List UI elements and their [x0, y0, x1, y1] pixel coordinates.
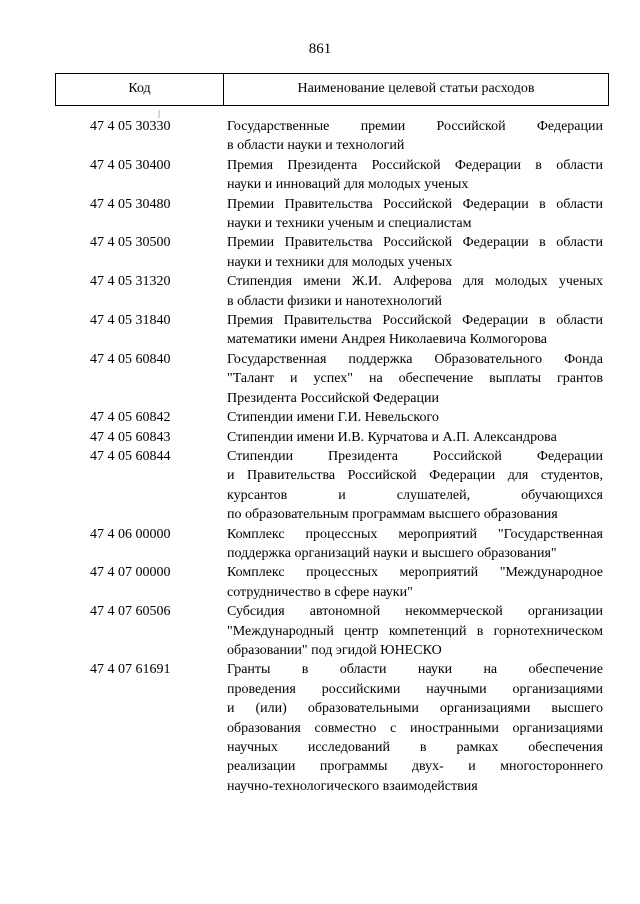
description-line: "Международный центр компетенций в горнотехническом — [227, 623, 603, 639]
row-code: 47 4 05 60842 — [90, 410, 171, 426]
row-description — [227, 195, 603, 234]
row-description — [227, 563, 603, 602]
row-code: 47 4 05 60840 — [90, 351, 171, 367]
description-line: Премия Правительства Российской Федерации в области — [227, 313, 603, 329]
row-code: 47 4 06 00000 — [90, 526, 171, 542]
description-line: научно-технологического взаимодействия — [227, 778, 478, 794]
row-code: 47 4 07 60506 — [90, 604, 171, 620]
row-description — [227, 660, 603, 796]
description-line: реализации программы двух- и многостороннего — [227, 759, 603, 775]
row-description — [227, 602, 603, 660]
row-description — [227, 525, 603, 564]
row-description — [227, 117, 603, 156]
table-row — [0, 447, 640, 525]
description-line: Государственная поддержка Образовательного Фонда — [227, 351, 603, 367]
row-description — [227, 272, 603, 311]
table-row — [0, 311, 640, 350]
header-code: Код — [128, 81, 151, 96]
row-description — [227, 311, 603, 350]
table-row — [0, 117, 640, 156]
description-line: Комплекс процессных мероприятий "Государственная — [227, 526, 603, 542]
table-row — [0, 350, 640, 408]
description-line: в области физики и нанотехнологий — [227, 293, 442, 309]
row-description — [227, 408, 603, 427]
row-code: 47 4 05 31840 — [90, 313, 171, 329]
row-description — [227, 350, 603, 408]
row-description — [227, 447, 603, 525]
row-code: 47 4 05 30400 — [90, 157, 171, 173]
row-code: 47 4 05 60843 — [90, 429, 171, 445]
row-description — [227, 233, 603, 272]
description-line: Государственные премии Российской Федерации — [227, 119, 603, 134]
row-code: 47 4 05 30480 — [90, 196, 171, 212]
description-line: математики имени Андрея Николаевича Колмогорова — [227, 332, 548, 348]
row-code: 47 4 05 30330 — [90, 119, 171, 134]
description-line: сотрудничество в сфере науки" — [227, 584, 413, 600]
table-row — [0, 525, 640, 564]
table-row — [0, 408, 640, 427]
description-line: Президента Российской Федерации — [227, 390, 439, 406]
description-line: проведения российскими научными организациями — [227, 681, 603, 697]
description-line: "Талант и успех" на обеспечение выплаты грантов — [227, 371, 603, 387]
table-row — [0, 272, 640, 311]
row-code: 47 4 05 30500 — [90, 235, 171, 251]
description-line: и Правительства Российской Федерации для студентов, — [227, 468, 603, 484]
description-line: Стипендия имени Ж.И. Алферова для молодых ученых — [227, 274, 603, 290]
description-line: Стипендии Президента Российской Федерации — [227, 448, 603, 464]
description-line: по образовательным программам высшего образования — [227, 507, 558, 523]
row-code: 47 4 05 60844 — [90, 448, 171, 464]
description-line: Премии Правительства Российской Федерации в области — [227, 196, 603, 212]
table-header — [55, 73, 609, 106]
header-name: Наименование целевой статьи расходов — [297, 81, 535, 96]
page-number: 861 — [308, 41, 332, 57]
row-description — [227, 156, 603, 195]
description-line: Гранты в области науки на обеспечение — [227, 662, 603, 678]
row-code: 47 4 07 00000 — [90, 565, 171, 581]
description-line: Стипендии имени Г.И. Невельского — [227, 410, 439, 426]
description-line: науки и инноваций для молодых ученых — [227, 177, 469, 193]
table-row — [0, 563, 640, 602]
description-line: и (или) образовательными организациями высшего — [227, 701, 603, 717]
description-line: поддержка организаций науки и высшего образования" — [227, 545, 557, 561]
row-code: 47 4 07 61691 — [90, 662, 171, 678]
table-row — [0, 602, 640, 660]
description-line: курсантов и слушателей, обучающихся — [227, 487, 603, 503]
description-line: в области науки и технологий — [227, 138, 405, 154]
description-line: Субсидия автономной некоммерческой организации — [227, 604, 603, 620]
table-row — [0, 428, 640, 447]
description-line: науки и техники для молодых ученых — [227, 254, 453, 270]
description-line: образования совместно с иностранными организациями — [227, 720, 603, 736]
table-row — [0, 233, 640, 272]
description-line: Стипендии имени И.В. Курчатова и А.П. Александрова — [227, 429, 557, 445]
description-line: Премия Президента Российской Федерации в области — [227, 157, 603, 173]
table-body — [0, 117, 640, 796]
table-row — [0, 195, 640, 234]
description-line: Комплекс процессных мероприятий "Международное — [227, 565, 603, 581]
description-line: Премии Правительства Российской Федерации в области — [227, 235, 603, 251]
table-row — [0, 660, 640, 796]
row-code: 47 4 05 31320 — [90, 274, 171, 290]
description-line: научных исследований в рамках обеспечения — [227, 740, 603, 755]
row-description — [227, 428, 603, 447]
table-row — [0, 156, 640, 195]
description-line: науки и техники ученым и специалистам — [227, 216, 472, 232]
description-line: образовании" под эгидой ЮНЕСКО — [227, 642, 442, 658]
